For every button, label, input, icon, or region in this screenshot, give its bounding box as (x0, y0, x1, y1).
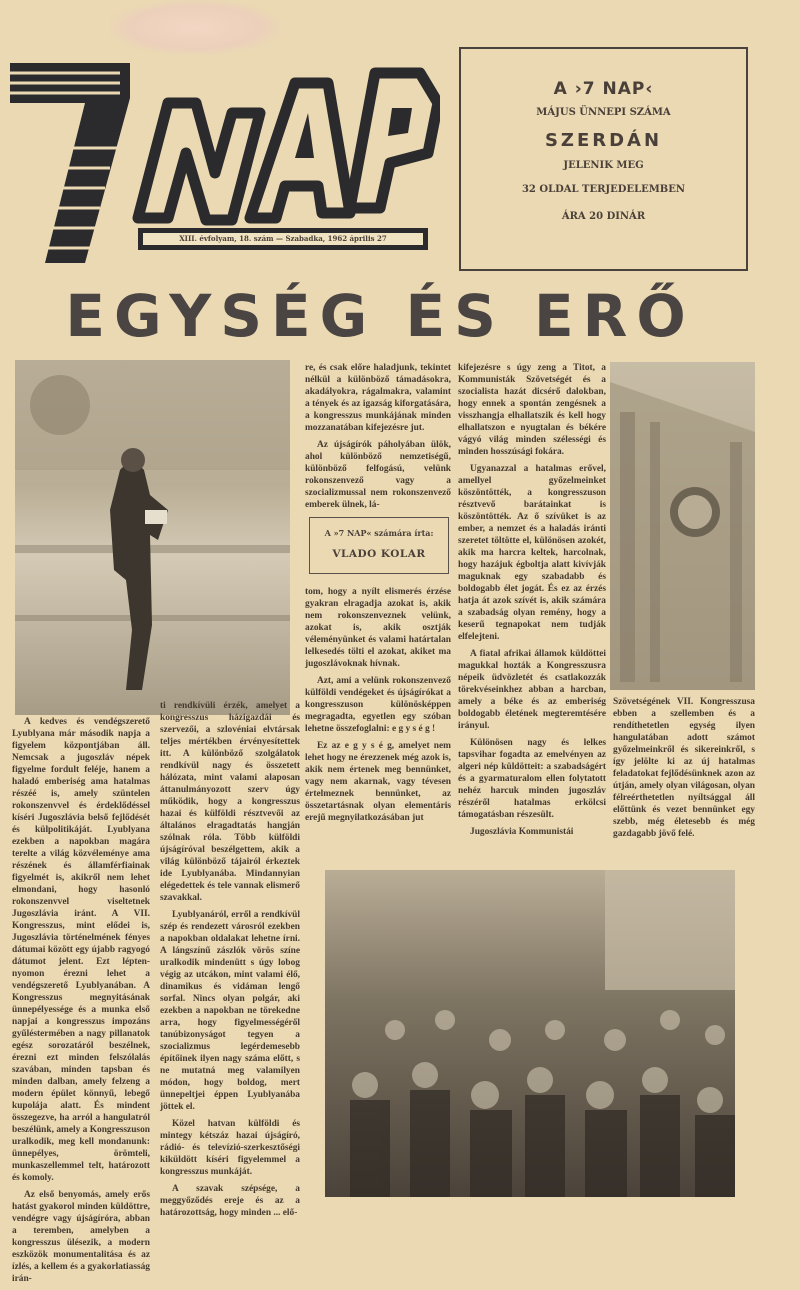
byline-author: VLADO KOLAR (332, 548, 426, 560)
photo-congress-hall (610, 362, 755, 690)
article-column-3 (305, 362, 451, 829)
paragraph: A kedves és vendégszerető Lyublyana már második napja a figyelem központjában áll. Nemcsak a jugoszláv népek figyelme fordult feléje, hanem a haladó emberiség ama hatalmas részéé is, amely szüntelen rokonszenvvel és érdeklődéssel kíséri Jugoszlávia belső fejlődését és külpolitikáját. Lyublyana ezekben a napokban magára terelte a világ közvéleménye ama részének és államférfiainak figyelmét is, akikről nem lehet elmondani, hogy hasonló rokonszenvvel viseltetnek Jugoszlávia iránt. A VII. Kongresszus, mint elődei is, Jugoszlávia történelmének fényes dátumai között egy újabb ragyogó dátumot jelent. Ezt lépten-nyomon érezni lehet a vendégszerető Lyublyanában. A Kongresszus megnyitásának ünnepélyessége és a munka első napjai a kongresszus impozáns gyűléstermében a nagy pillanatok egész sorozatáról beszélnek, érezni ezt minden felszólalás szavában, minden tapsban és minden dalban, amely felzeng a modern épület könnyű, lebegő kupolája alatt. És mindent összegezve, ha arról a hangulatról beszélünk, amely a Kongresszuson uralkodik, meg kell mondanunk: ünnepélyes, örömteli, munkaszellemmel telt, határozott és komoly. (12, 717, 150, 1183)
paragraph: Ez az e g y s é g, amelyet nem lehet hogy ne érezzenek még azok is, akik nem értenek meg bennünket, vagy nem akarnak, vagy tévesen értelmeznek bennünket, az összetartásnak olyan elementáris erejű megnyilatkozásában jut (305, 741, 451, 823)
paragraph: ti rendkívüli érzék, amelyet a kongresszus házigazdái és szervezői, a szlovéniai elvtársak teljes mértékben érvényesítettek itt. A különböző szolgálatok rendkívül nagy és összetett hálózata, mint valami alaposan áttanulmányozott szerv úgy működik, hogy a kongresszus hazai és külföldi résztvevői az általános elragadtatás hangján szólnak róla. Több külföldi újságíróval beszélgettem, akik a világ különböző tájairól érkeztek ide Lyublyanába. Mindannyian elégedettek és tele vannak elismerő szavakkal. (160, 701, 300, 903)
announcement-price: ÁRA 20 DINÁR (561, 211, 646, 222)
byline-intro: A »7 NAP« számára írta: (324, 528, 434, 538)
logo-nap (138, 73, 438, 220)
paragraph: Az első benyomás, amely erős hatást gyakorol minden küldöttre, vendégre vagy újságíróra, abban a teremben, amelyben a kongresszus ülésezik, a modern eszközök monumentalitása és az ízlés, a kellem és a gyakorlatiasság irán- (12, 1190, 150, 1284)
announcement-subtitle: MÁJUS ÜNNEPI SZÁMA (536, 107, 671, 118)
announcement-box (459, 47, 748, 271)
headline: EGYSÉG ÉS ERŐ (65, 282, 695, 350)
paragraph: kifejezésre s úgy zeng a Titot, a Kommunisták Szövetségét és a szocialista hazát dicsérő dalokban, hogy ennek a spontán zengésnek a visszhangja elhallatszik és kell hogy elhallatszon e nyugtalan és békére vágyó világ minden szélességi és minden hosszúsági fokára. (458, 363, 606, 457)
paragraph: tom, hogy a nyílt elismerés érzése gyakran elragadja azokat is, akik nem rokonszenveznek velünk, azokat is, akik osztják véleményünket és valami határtalan lelkesedés tölti el azokat, akiket ma jugoszlávoknak hívnak. (305, 587, 451, 669)
announcement-text: JELENIK MEG (563, 160, 644, 171)
photo-audience (325, 870, 735, 1197)
article-column-4 (458, 362, 606, 843)
paragraph: Különösen nagy és lelkes tapsvihar fogadta az emelvényen az algeri nép küldötteit: a szabadságért és a gyarmaturalom ellen folytatott nehéz harcuk minden jugoszláv részéről hatalmas erkölcsi támogatásban részesült. (458, 738, 606, 820)
paragraph: Az újságírók páholyában ülök, ahol különböző nemzetiségű, különböző felfogású, velünk rokonszenvező vagy a szocializmussal nem rokonszenvező emberek ülnek, lá- (305, 440, 451, 510)
logo-seven (10, 63, 130, 263)
paragraph: re, és csak előre haladjunk, tekintet nélkül a különböző támadásokra, akadályokra, rágalmakra, valamint a tények és az igazság kiforgatására, a kongresszus munkájának minden mozzanatában kifejezésre jut. (305, 363, 451, 433)
paragraph: Azt, ami a velünk rokonszenvező külföldi vendégeket és újságírókat a kongresszuson különösképpen megragadta, egyetlen egy szóban lehetne összefoglalni: e g y s é g ! (305, 676, 451, 734)
paragraph: A szavak szépsége, a meggyőződés ereje és az a határozottság, hogy minden ... elő- (160, 1184, 300, 1218)
byline-box (309, 517, 449, 574)
announcement-title: A ›7 NAP‹ (553, 79, 654, 99)
article-column-2 (160, 700, 300, 1224)
paragraph: Szövetségének VII. Kongresszusa ebben a szellemben és a rendíthetetlen egység ilyen hangulatában adott számot győzelmeinkről és sikereinkről, s így jelölte ki az új hatalmas feladatokat fejlődésünknek azon az útján, amely olyan világosan, olyan félreérthetetlen nyíltsággal áll előttünk és vezet bennünket egy szebb, még életesebb és még gazdagabb jövő felé. (613, 697, 755, 839)
paragraph: Lyublyanáról, erről a rendkívül szép és rendezett városról ezekben a napokban oldalakat lehetne írni. A lángszínű zászlók vörös színe uralkodik mindenütt s úgy lobog végig az utcákon, mint valami élő, dinamikus és vidáman lengő sorfal. Nincs olyan polgár, aki ezekben a napokban ne törekedne arra, hogy figyelmességéről tanúbizonyságot tegyen a szocializmus legérdemesebb építőinek ilyen nagy száma előtt, s ne mutatná meg valamilyen módon, hogy boldog, mert ünnepeltjei éppen Lyublyanába jöttek el. (160, 910, 300, 1112)
paper-stain (110, 0, 280, 55)
paragraph: Jugoszlávia Kommunistái (470, 827, 574, 837)
article-column-1 (12, 716, 150, 1290)
photo-speaker (15, 360, 290, 715)
paragraph: Ugyanazzal a hatalmas erővel, amellyel győzelmeinket köszöntötték, a kongresszuson résztvevő barátainkat is köszöntötték. Az ő szívüket is az ember, a nemzet és a haladás iránti szeretet töltötte el, különösen azokét, akik ma harcra keltek, harcolnak, hogy hazájuk égboltja alatt kivívják maguknak egy szabadabb és boldogabb élet jogát. És ez az érzés hatja át azok szívét is, akik számára a szabadság olyan remény, hogy a keserű tegnapokat nem tudják elfelejteni. (458, 464, 606, 642)
paragraph: A fiatal afrikai államok küldöttei magukkal hozták a Kongresszusra népeik üdvözletét és csatlakozzák törekvéseinkhez abban a harcban, amely a béke és az emberiség boldogabb életének megteremtésére irányul. (458, 649, 606, 731)
issue-info-bar: XIII. évfolyam, 18. szám — Szabadka, 1962 április 27 (138, 228, 428, 250)
article-column-5 (613, 696, 755, 845)
announcement-day: SZERDÁN (544, 130, 663, 151)
announcement-pages: 32 OLDAL TERJEDELEMBEN (521, 184, 686, 195)
paragraph: Közel hatvan külföldi és mintegy kétszáz hazai újságíró, rádió- és televízió-szerkesztőségi kiküldött kíséri figyelemmel a kongresszus munkáját. (160, 1119, 300, 1177)
